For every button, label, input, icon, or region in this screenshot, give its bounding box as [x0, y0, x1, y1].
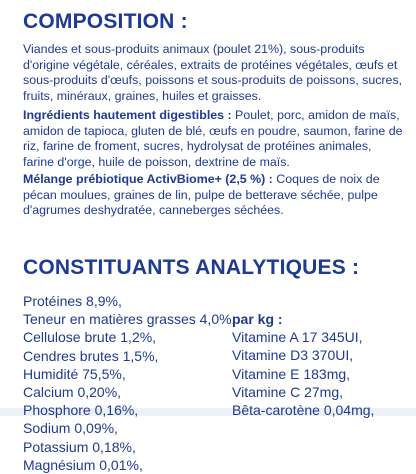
highly-digestible-label: Ingrédients hautement digestibles : [23, 108, 232, 122]
constituent-row: Cendres brutes 1,5%, [23, 347, 159, 364]
composition-heading: COMPOSITION : [23, 10, 188, 33]
vitamins-list [232, 310, 402, 419]
vitamin-row: Bêta-carotène 0,04mg, [232, 402, 375, 419]
vitamin-row: Vitamine D3 370UI, [232, 347, 354, 364]
constituent-row: Phosphore 0,16%, [23, 402, 139, 419]
constituent-row: Humidité 75,5%, [23, 365, 126, 382]
bottom-divider [0, 408, 416, 416]
prebiotic-text: Coques de noix de pécan moulues, graines de lin, pulpe de betterave séchée, pulpe d'agrumes deshydratée, canneberges séchées. [23, 172, 380, 217]
composition-main-text: Viandes et sous-produits animaux (poulet 21%), sous-produits d'origine végétale, céréales, extraits de protéines végétales, œufs et sous-produits d'œufs, poissons et sous-produits de poissons, sucres, fruits, minéraux, graines, huiles et graisses. [23, 42, 403, 103]
constituent-row: Calcium 0,20%, [23, 384, 122, 401]
prebiotic-label: Mélange prébiotique ActivBiome+ (2,5 %) : [23, 172, 273, 186]
per-kg-label: par kg : [232, 311, 283, 327]
constituent-row: Sodium 0,09%, [23, 420, 118, 437]
constituent-row: Protéines 8,9%, [23, 293, 122, 309]
vitamin-row: Vitamine E 183mg, [232, 365, 351, 382]
vitamin-row: Vitamine C 27mg, [232, 383, 344, 400]
vitamin-row: Vitamine A 17 345UI, [232, 329, 363, 346]
constituents-list [23, 292, 236, 474]
constituent-row: Magnésium 0,01%, [23, 456, 143, 473]
constituent-row: Potassium 0,18%, [23, 438, 136, 455]
constituent-row: Teneur en matières grasses 4,0%, [23, 311, 236, 328]
constituent-row: Cellulose brute 1,2%, [23, 329, 157, 346]
highly-digestible-text: Poulet, porc, amidon de maïs, amidon de tapioca, gluten de blé, œufs en poudre, saumon, farine de riz, farine de froment, sucres, hydrolysat de protéines animales, farine d'orge, huile de poisson, dextrine de maïs. [23, 108, 403, 169]
highly-digestible-paragraph [23, 108, 403, 170]
constituents-heading: CONSTITUANTS ANALYTIQUES : [23, 256, 360, 279]
prebiotic-paragraph [23, 172, 403, 219]
